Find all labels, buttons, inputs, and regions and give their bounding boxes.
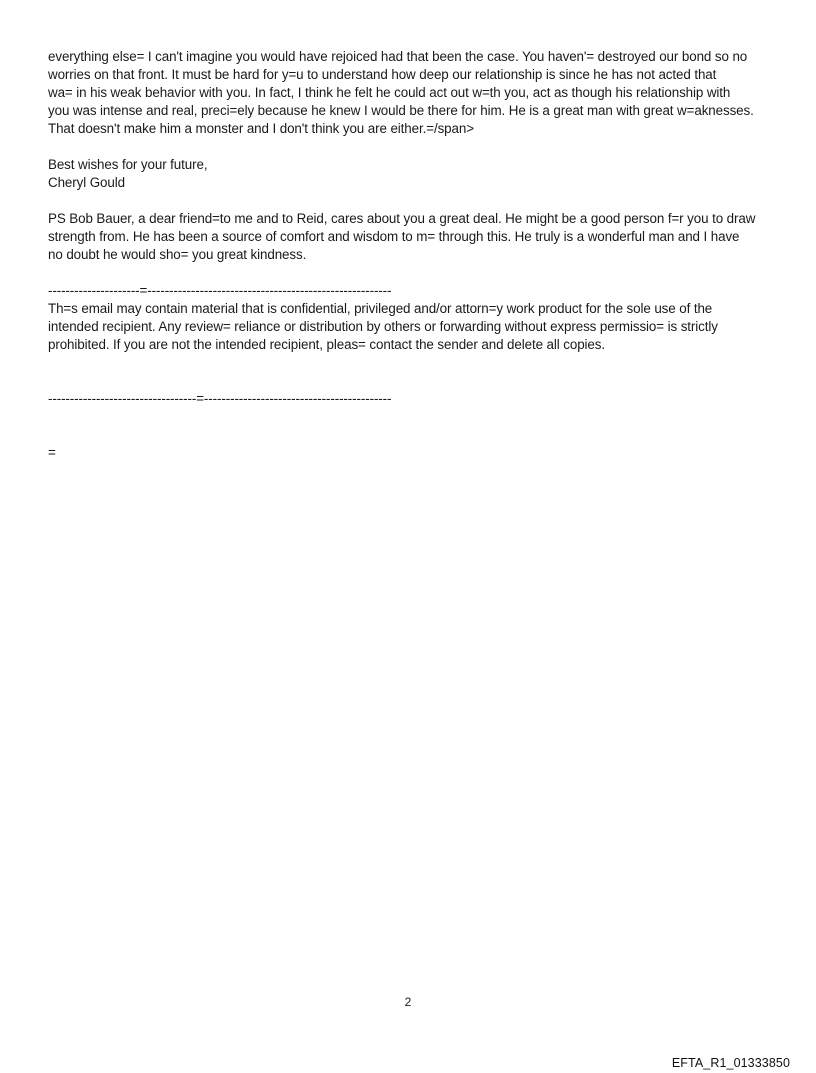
document-id: EFTA_R1_01333850 (671, 1056, 790, 1070)
trailing-marker (48, 444, 770, 462)
trailing-text: = (48, 445, 56, 460)
body-paragraph (48, 48, 770, 138)
disclaimer-block (48, 282, 770, 354)
sign-off (48, 156, 770, 192)
text-line: strength from. He has been a source of comfort and wisdom to m= through this. He truly is a wonderful man and I have (48, 229, 740, 244)
text-line: worries on that front. It must be hard for y=u to understand how deep our relationship is since he has not acted that (48, 67, 717, 82)
email-body (48, 48, 770, 462)
separator-line: ----------------------------------=------------------------------------------- (48, 391, 392, 406)
page-number: 2 (404, 995, 412, 1009)
separator-line: ---------------------=-------------------------------------------------------- (48, 283, 392, 298)
text-line: That doesn't make him a monster and I don't think you are either.=/span> (48, 121, 474, 136)
signature-name: Cheryl Gould (48, 175, 125, 190)
postscript (48, 210, 770, 264)
text-line: Th=s email may contain material that is confidential, privileged and/or attorn=y work product for the sole use of the (48, 301, 713, 316)
text-line: no doubt he would sho= you great kindness. (48, 247, 307, 262)
text-line: wa= in his weak behavior with you. In fact, I think he felt he could act out w=th you, act as though his relationship with (48, 85, 731, 100)
closing-line: Best wishes for your future, (48, 157, 208, 172)
text-line: you was intense and real, preci=ely because he knew I would be there for him. He is a great man with great w=aknesses. (48, 103, 754, 118)
text-line: prohibited. If you are not the intended recipient, pleas= contact the sender and delete all copies. (48, 337, 605, 352)
text-line: everything else= I can't imagine you would have rejoiced had that been the case. You haven'= destroyed our bond so no (48, 49, 748, 64)
bottom-separator (48, 390, 770, 408)
text-line: PS Bob Bauer, a dear friend=to me and to Reid, cares about you a great deal. He might be a good person f=r you to draw (48, 211, 756, 226)
text-line: intended recipient. Any review= reliance or distribution by others or forwarding without express permissio= is strictly (48, 319, 718, 334)
